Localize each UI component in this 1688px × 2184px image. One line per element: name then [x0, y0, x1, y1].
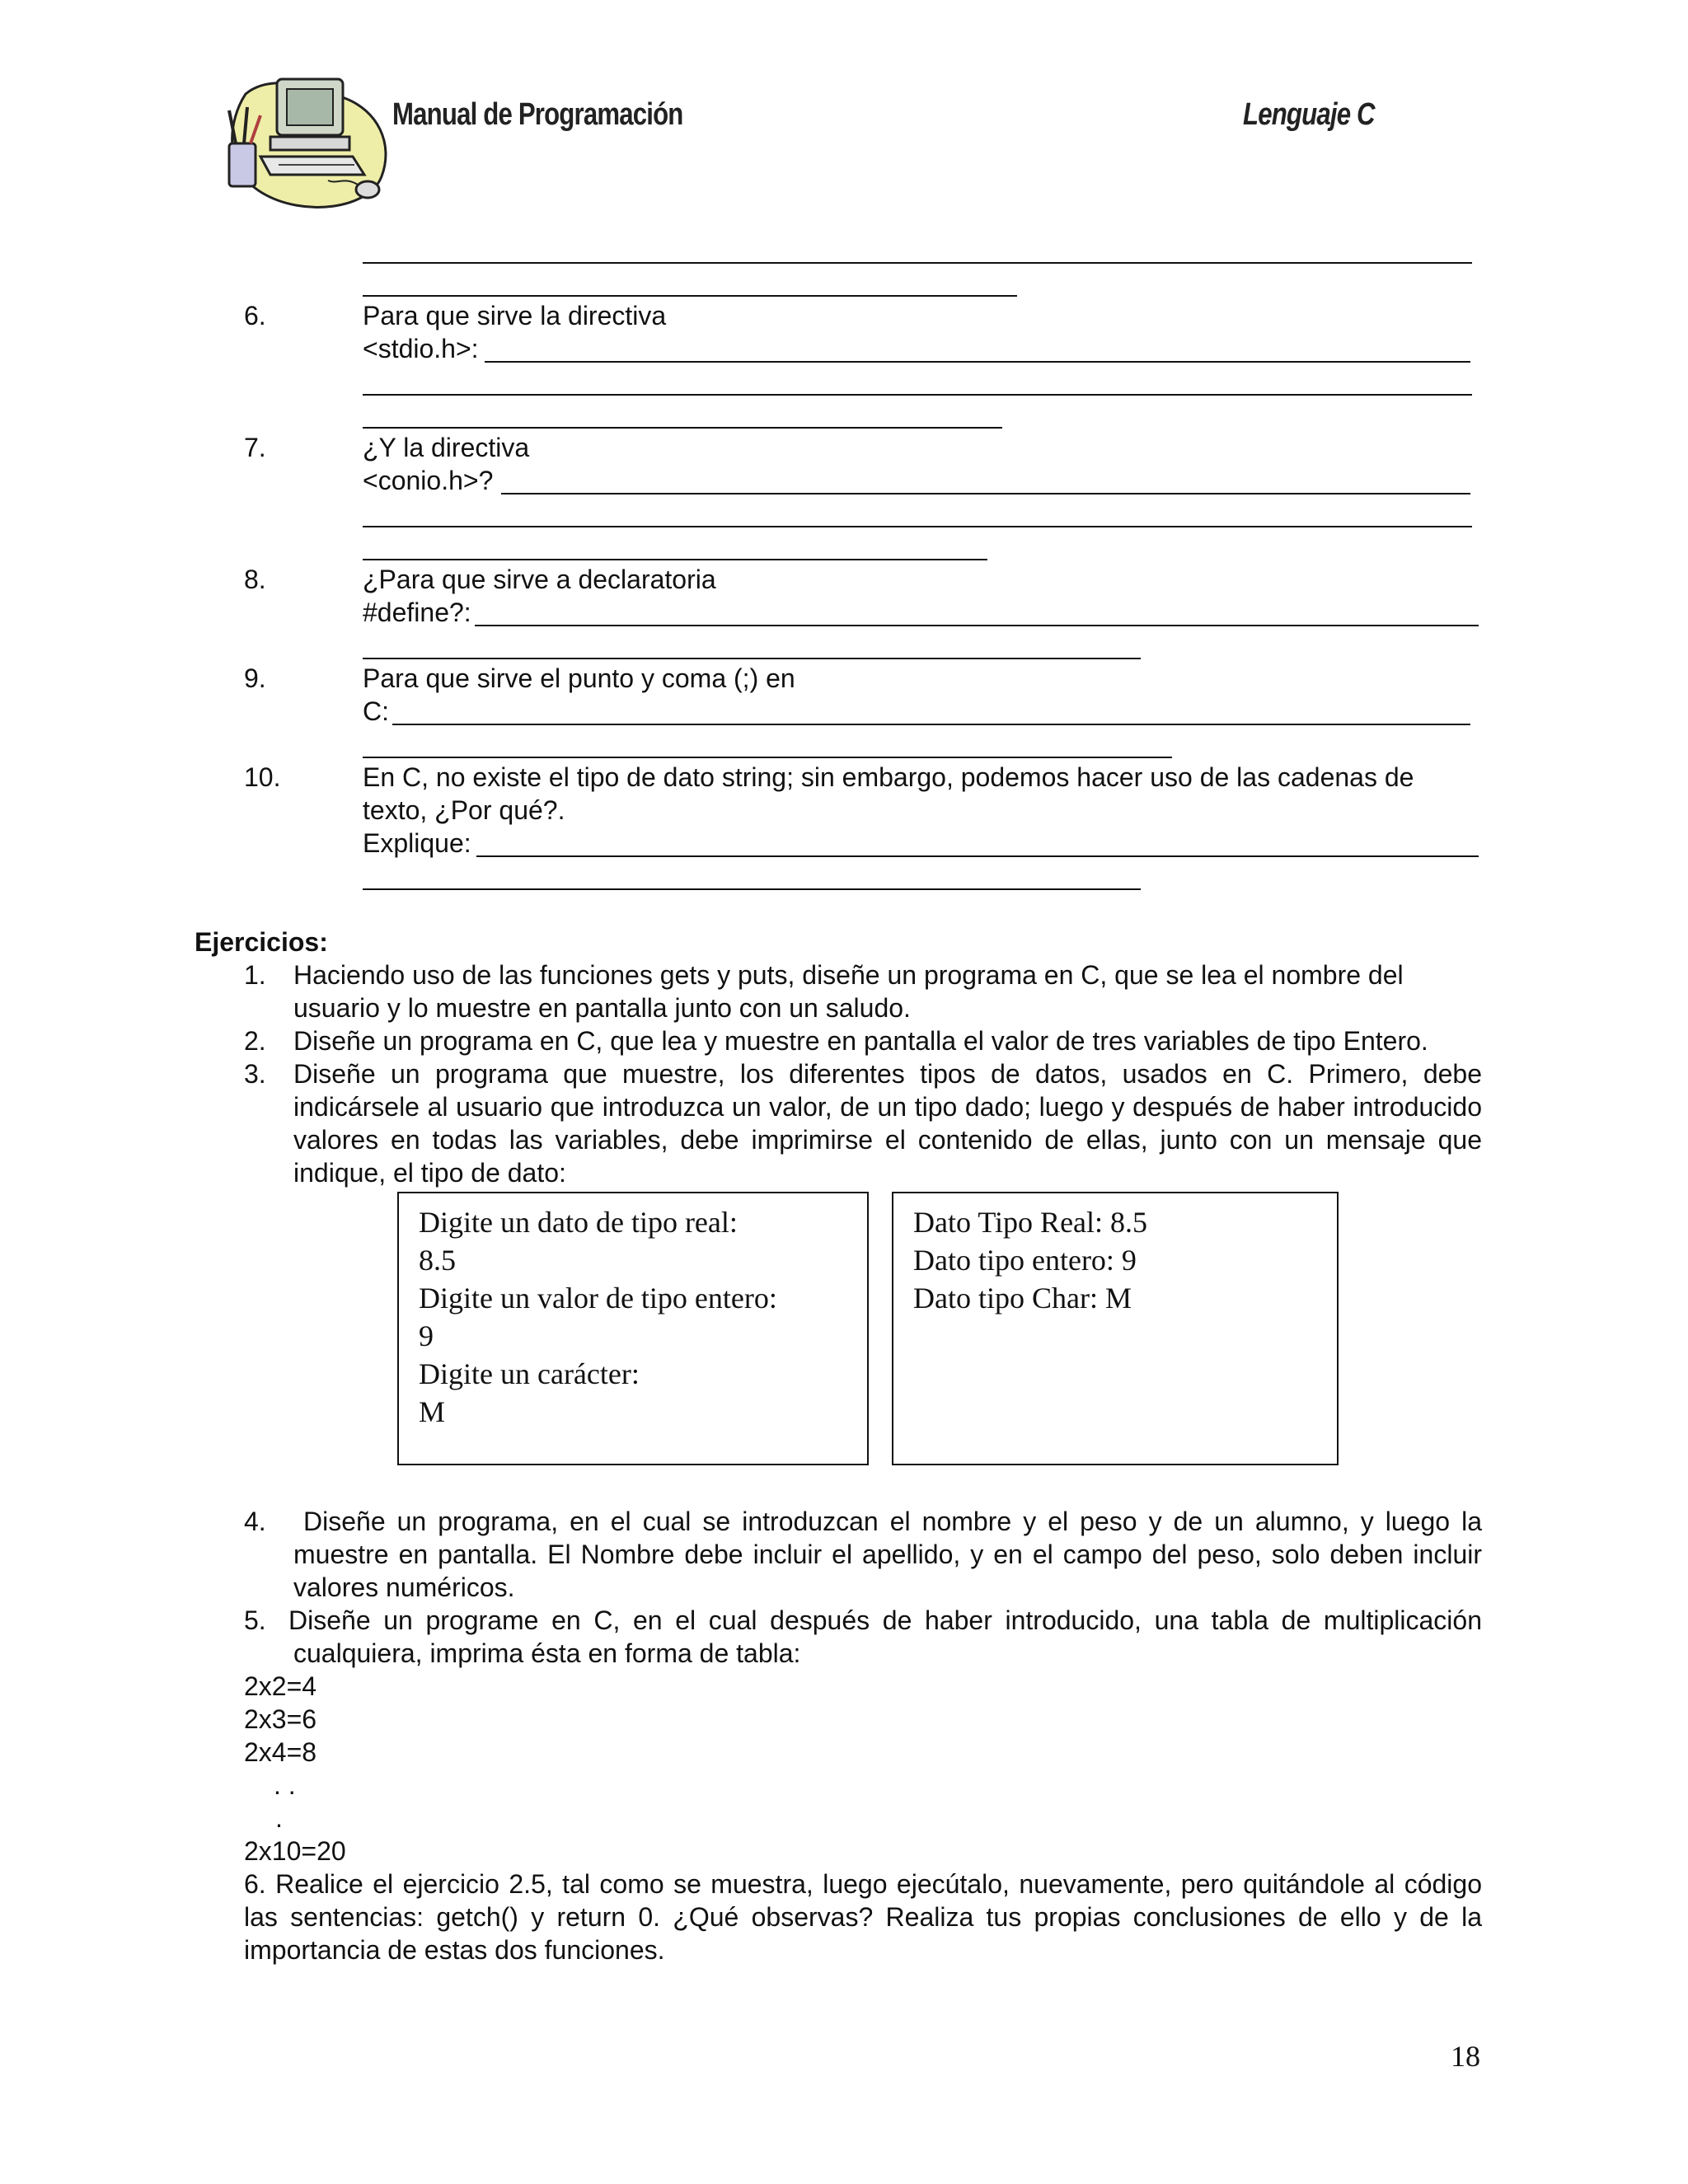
exercise-text: Diseñe un programe en C, en el cual después de haber introducido, una tabla de multiplicación cualquiera, imprima ésta en forma de tabla:: [288, 1605, 1482, 1668]
question-text: ¿Para que sirve a declaratoria: [363, 565, 716, 594]
console-line: Dato tipo Char: M: [913, 1282, 1132, 1315]
computer-clipart-icon: [213, 61, 394, 218]
console-line: Digite un carácter:: [419, 1357, 640, 1390]
question-text: Explique:: [363, 828, 471, 858]
answer-line: [363, 394, 1472, 396]
exercise-number: 2.: [244, 1026, 266, 1056]
answer-line: [485, 361, 1470, 363]
answer-line: [475, 625, 1479, 626]
exercise-text: usuario y lo muestre en pantalla junto con un saludo.: [293, 993, 911, 1023]
console-line: 8.5: [419, 1244, 456, 1277]
question-text: C:: [363, 696, 389, 726]
question-number: 8.: [244, 565, 266, 594]
answer-line: [363, 262, 1472, 264]
exercise-number: 1.: [244, 960, 266, 990]
exercise-text: Diseñe un programa, en el cual se introduzcan el nombre y el peso y de un alumno, y luego la muestre en pantalla. El Nombre debe incluir el apellido, y en el campo del peso, solo deben incluir valores numéricos.: [293, 1507, 1482, 1602]
answer-line: [363, 427, 1002, 429]
question-text: ¿Y la directiva: [363, 433, 530, 462]
exercise-number: 3.: [244, 1059, 266, 1089]
answer-line: [363, 526, 1472, 527]
exercise-text: Diseñe un programa que muestre, los diferentes tipos de datos, usados en C. Primero, debe indicársele al usuario que introduzca un valor, de un tipo dado; luego y después de haber introducido valores en todas las variables, debe imprimirse el contenido de ellas, junto con un mensaje que indique, el tipo de dato:: [293, 1059, 1482, 1188]
console-line: Dato Tipo Real: 8.5: [913, 1206, 1148, 1239]
console-output-box: [892, 1192, 1339, 1465]
exercise-number: 4.: [244, 1507, 266, 1536]
table-row: 2x10=20: [244, 1836, 346, 1866]
question-number: 6.: [244, 301, 266, 330]
answer-line: [363, 295, 1017, 297]
question-text: <stdio.h>:: [363, 334, 479, 363]
answer-line: [363, 757, 1172, 758]
exercise-text: Haciendo uso de las funciones gets y puts, diseñe un programa en C, que se lea el nombre del: [293, 960, 1404, 990]
answer-line: [501, 493, 1470, 494]
header-title: Manual de Programación: [392, 97, 683, 132]
console-input-box: [397, 1192, 869, 1465]
table-row: .: [275, 1803, 283, 1833]
exercise-number: 5.: [244, 1605, 266, 1635]
table-row: 2x4=8: [244, 1737, 317, 1767]
question-text: texto, ¿Por qué?.: [363, 795, 565, 825]
question-number: 10.: [244, 762, 281, 792]
table-row: 2x2=4: [244, 1671, 317, 1701]
question-text: En C, no existe el tipo de dato string; sin embargo, podemos hacer uso de las cadenas de: [363, 762, 1414, 792]
console-line: 9: [419, 1319, 434, 1352]
answer-line: [392, 724, 1470, 725]
console-line: Digite un valor de tipo entero:: [419, 1282, 777, 1315]
console-line: M: [419, 1395, 446, 1428]
question-number: 9.: [244, 663, 266, 693]
ejercicios-heading: Ejercicios:: [195, 927, 328, 957]
question-text: Para que sirve la directiva: [363, 301, 667, 330]
question-text: <conio.h>?: [363, 466, 494, 495]
question-text: Para que sirve el punto y coma (;) en: [363, 663, 795, 693]
console-line: Digite un dato de tipo real:: [419, 1206, 738, 1239]
answer-line: [363, 559, 987, 560]
exercise-text: Diseñe un programa en C, que lea y muestre en pantalla el valor de tres variables de tipo Entero.: [293, 1026, 1428, 1056]
header-subtitle: Lenguaje C: [1243, 97, 1375, 132]
answer-line: [363, 888, 1141, 890]
answer-line: [363, 658, 1141, 659]
exercise-6-text: 6. Realice el ejercicio 2.5, tal como se muestra, luego ejecútalo, nuevamente, pero quitándole al código las sentencias: getch() y return 0. ¿Qué observas? Realiza tus propias conclusiones de ello y de la importancia de estas dos funciones.: [244, 1869, 1482, 1965]
page-number: 18: [1451, 2040, 1480, 2073]
question-text: #define?:: [363, 598, 471, 627]
table-row: . .: [274, 1770, 296, 1800]
question-number: 7.: [244, 433, 266, 462]
answer-line: [476, 855, 1479, 857]
table-row: 2x3=6: [244, 1704, 317, 1734]
console-line: Dato tipo entero: 9: [913, 1244, 1137, 1277]
